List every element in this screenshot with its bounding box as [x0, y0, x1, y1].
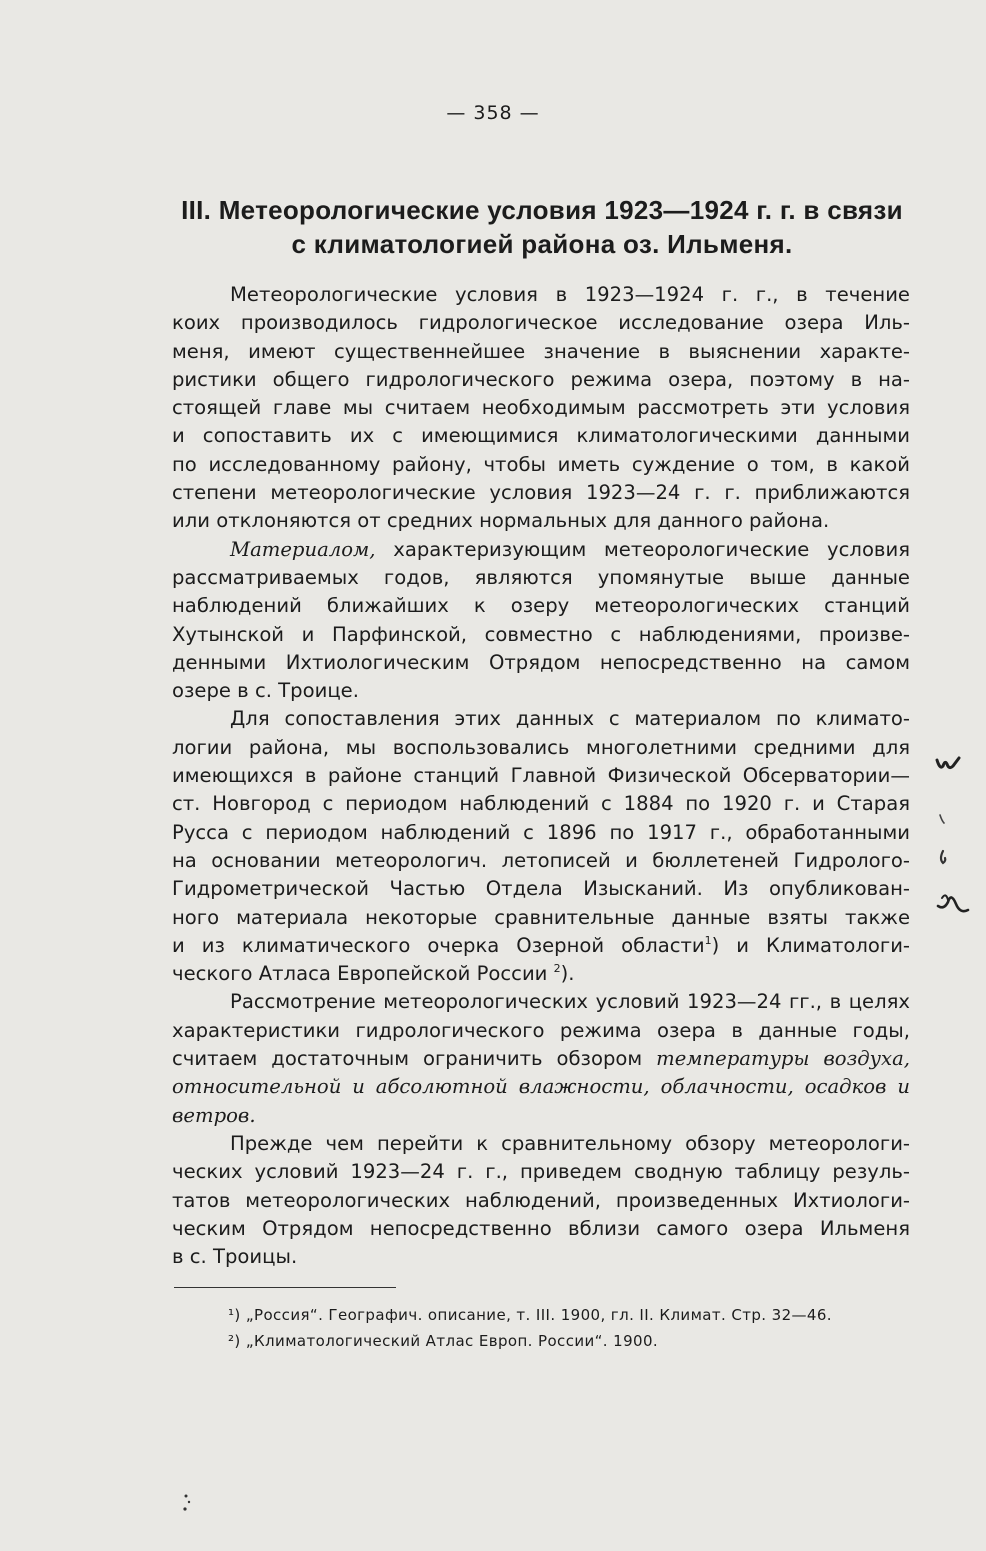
- text-line: Хутынской и Парфинской, совместно с наблюдениями, произве-: [172, 622, 910, 646]
- text-line: ческим Отрядом непосредственно вблизи самого озера Ильменя: [172, 1216, 910, 1240]
- text-line: и сопоставить их с имеющимися климатологическими данными: [172, 424, 910, 448]
- text-line: меня, имеют существеннейшее значение в выяснении характе-: [172, 339, 910, 363]
- text-line: [172, 932, 910, 960]
- text-line: [172, 536, 910, 564]
- text-line: озере в с. Троице.: [172, 679, 359, 703]
- text-fragment: характеризующим метеорологические условия: [375, 537, 910, 561]
- text-fragment: ).: [560, 962, 575, 986]
- text-line: ческих условий 1923—24 г. г., приведем сводную таблицу резуль-: [172, 1160, 910, 1184]
- footnote-divider: [174, 1287, 396, 1288]
- paragraph-1: [172, 281, 910, 536]
- italic-term: температуры воздуха,: [656, 1047, 911, 1071]
- text-line: Гидрометрической Частью Отдела Изысканий. Из опубликован-: [172, 877, 910, 901]
- text-line: коих производилось гидрологическое исследование озера Иль-: [172, 311, 910, 335]
- text-line: денными Ихтиологическим Отрядом непосредственно на самом: [172, 650, 910, 674]
- text-line: стоящей главе мы считаем необходимым рассмотреть эти условия: [172, 396, 910, 420]
- italic-term: относительной и абсолютной влажности, облачности, осадков и: [172, 1075, 910, 1099]
- text-line: имеющихся в районе станций Главной Физической Обсерватории—: [172, 764, 910, 788]
- text-line: [172, 1073, 910, 1101]
- text-line: ного материала некоторые сравнительные данные взяты также: [172, 905, 910, 929]
- handwritten-margin-mark: [934, 752, 964, 776]
- footnote-ref-1: 1: [704, 933, 712, 947]
- text-line: [172, 960, 910, 988]
- text-line: Для сопоставления этих данных с материалом по климато-: [230, 707, 910, 731]
- text-fragment: и из климатического очерка Озерной области: [172, 933, 705, 957]
- text-line: рассматриваемых годов, являются упомянутые выше данные: [172, 565, 910, 589]
- text-line: ристики общего гидрологического режима озера, поэтому в на-: [172, 367, 910, 391]
- text-fragment: считаем достаточным ограничить обзором: [172, 1047, 657, 1071]
- text-line: Рассмотрение метеорологических условий 1923—24 гг., в целях: [230, 990, 910, 1014]
- text-line: Прежде чем перейти к сравнительному обзору метеорологи-: [230, 1131, 910, 1155]
- text-line: ст. Новгород с периодом наблюдений с 1884 по 1920 г. и Старая: [172, 792, 910, 816]
- text-line: [172, 1102, 910, 1130]
- handwritten-margin-mark: [934, 884, 974, 920]
- text-line: Русса с периодом наблюдений с 1896 по 1917 г., обработанными: [172, 820, 910, 844]
- paragraph-3: [172, 705, 910, 988]
- text-line: татов метеорологических наблюдений, произведенных Ихтиологи-: [172, 1188, 910, 1212]
- handwritten-margin-mark: [934, 812, 950, 828]
- text-line: или отклоняются от средних нормальных для данного района.: [172, 509, 830, 533]
- italic-term: Материалом,: [230, 537, 376, 561]
- chapter-title-line-1: III. Метеорологические условия 1923—1924 г. г. в связи: [181, 195, 903, 225]
- text-line: Метеорологические условия в 1923—1924 г. г., в течение: [230, 283, 910, 306]
- paragraph-5: [172, 1130, 910, 1271]
- text-fragment: ческого Атласа Европейской России: [172, 962, 548, 986]
- text-line: по исследованному району, чтобы иметь суждение о том, в какой: [172, 452, 910, 476]
- text-line: степени метеорологические условия 1923—24 г. г. приближаются: [172, 481, 910, 505]
- handwritten-margin-mark: [934, 848, 950, 868]
- footnote-2: ²) „Климатологический Атлас Европ. России“. 1900.: [228, 1332, 659, 1350]
- italic-term: ветров.: [172, 1103, 256, 1127]
- ink-speck-mark: [180, 1492, 194, 1514]
- chapter-title: [172, 193, 912, 261]
- text-line: в с. Троицы.: [172, 1245, 298, 1269]
- footnotes: [228, 1302, 918, 1354]
- body-text: [172, 281, 910, 1271]
- text-line: характеристики гидрологического режима озера в данные годы,: [172, 1018, 910, 1042]
- text-line: логии района, мы воспользовались многолетними средними для: [172, 735, 910, 759]
- page-number: — 358 —: [446, 102, 540, 124]
- paragraph-4: [172, 988, 910, 1129]
- text-fragment: ) и Климатологи-: [711, 933, 910, 957]
- chapter-title-line-2: с климатологией района оз. Ильменя.: [291, 229, 793, 259]
- footnote-ref-2: 2: [553, 962, 561, 976]
- text-line: [172, 1045, 910, 1073]
- footnote-1: ¹) „Россия“. Географич. описание, т. III. 1900, гл. II. Климат. Стр. 32—46.: [228, 1306, 832, 1324]
- text-line: наблюдений ближайших к озеру метеорологических станций: [172, 594, 910, 618]
- text-line: на основании метеорологич. летописей и бюллетеней Гидролого-: [172, 848, 910, 872]
- paragraph-2: [172, 536, 910, 706]
